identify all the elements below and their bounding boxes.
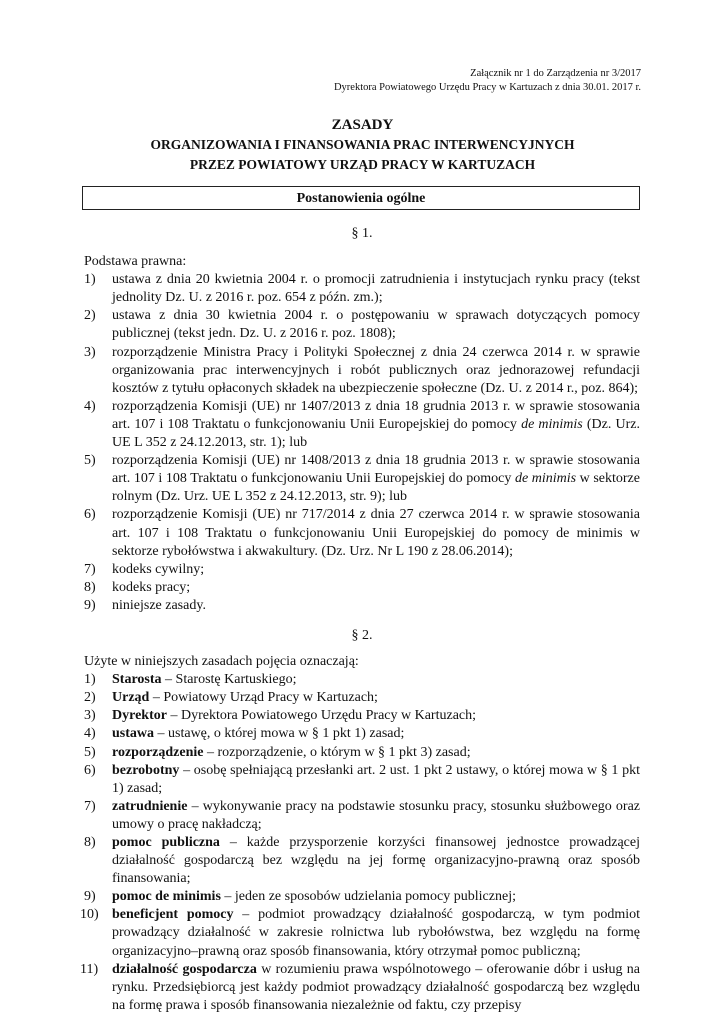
list-item: 8) pomoc publiczna – każde przysporzenie korzyści finansowej jednostce prowadzącej działalność gospodarczą bez względu na jej formę organizacyjno-prawną oraz sposób finansowania;: [84, 835, 640, 887]
list-item: 2) ustawa z dnia 30 kwietnia 2004 r. o postępowaniu w sprawach dotyczących pomocy publicznej (tekst jedn. Dz. U. z 2016 r. poz. 1808);: [84, 308, 640, 342]
list-item: 1) Starosta – Starostę Kartuskiego;: [84, 672, 297, 688]
list-item: 4) rozporządzenia Komisji (UE) nr 1407/2013 z dnia 18 grudnia 2013 r. w sprawie stosowania art. 107 i 108 Traktatu o funkcjonowaniu Unii Europejskiej do pomocy de minimis (Dz. Urz. UE L 352 z 24.12.2013, str. 1); lub: [84, 398, 640, 451]
paragraph-1-intro: Podstawa prawna:: [84, 254, 187, 270]
list-item: 8) kodeks pracy;: [84, 579, 191, 595]
title-line-3: PRZEZ POWIATOWY URZĄD PRACY W KARTUZACH: [189, 157, 536, 172]
list-item: 1) ustawa z dnia 20 kwietnia 2004 r. o promocji zatrudnienia i instytucjach rynku pracy (tekst jednolity Dz. U. z 2016 r. poz. 654 z późn. zm.);: [84, 272, 640, 306]
attachment-line-1: Załącznik nr 1 do Zarządzenia nr 3/2017: [470, 68, 641, 79]
definitions-list: [80, 671, 640, 1015]
list-item: 10) beneficjent pomocy – podmiot prowadzący działalność gospodarczą, w tym podmiot prowadzący działalność w zakresie rolnictwa lub rybołówstwa, bez względu na formę organizacyjno–prawną oraz sposób finansowania, który otrzymał pomoc publiczną;: [80, 907, 640, 959]
list-item: 11) działalność gospodarcza w rozumieniu prawa wspólnotowego – oferowanie dóbr i usług na rynku. Przedsiębiorcą jest każdy podmiot prowadzący działalność gospodarczą bez względu na formę prawa i sposób finansowania niezależnie od faktu, czy przepisy: [80, 961, 640, 1013]
list-item: 5) rozporządzenia Komisji (UE) nr 1408/2013 z dnia 18 grudnia 2013 r. w sprawie stosowania art. 107 i 108 Traktatu o funkcjonowaniu Unii Europejskiej do pomocy de minimis w sektorze rolnym (Dz. Urz. UE L 352 z 24.12.2013, str. 9); lub: [84, 453, 640, 505]
list-item: 6) rozporządzenie Komisji (UE) nr 717/2014 z dnia 27 czerwca 2014 r. w sprawie stosowania art. 107 i 108 Traktatu o funkcjonowaniu Unii Europejskiej do pomocy de minimis w sektorze rybołówstwa i akwakultury. (Dz. Urz. Nr L 190 z 28.06.2014);: [84, 507, 640, 559]
list-item: 2) Urząd – Powiatowy Urząd Pracy w Kartuzach;: [84, 690, 378, 706]
list-item: 3) rozporządzenie Ministra Pracy i Polityki Społecznej z dnia 24 czerwca 2014 r. w sprawie organizowania prac interwencyjnych i robót publicznych oraz jednorazowej refundacji kosztów z tytułu opłaconych składek na ubezpieczenie społeczne (Dz. U. z 2014 r., poz. 864);: [84, 344, 640, 396]
title-line-1: ZASADY: [331, 117, 394, 133]
list-item: 6) bezrobotny – osobę spełniającą przesłanki art. 2 ust. 1 pkt 2 ustawy, o której mowa w § 1 pkt 1) zasad;: [84, 762, 640, 796]
title-line-2: ORGANIZOWANIA I FINANSOWANIA PRAC INTERWENCYJNYCH: [150, 137, 575, 152]
list-item: 7) zatrudnienie – wykonywanie pracy na podstawie stosunku pracy, stosunku służbowego oraz umowy o pracę nakładczą;: [84, 798, 640, 832]
list-item: 9) pomoc de minimis – jeden ze sposobów udzielania pomocy publicznej;: [84, 889, 516, 905]
paragraph-2-intro: Użyte w niniejszych zasadach pojęcia oznaczają:: [84, 654, 359, 670]
legal-basis-list: [84, 271, 640, 615]
list-item: 3) Dyrektor – Dyrektora Powiatowego Urzędu Pracy w Kartuzach;: [84, 708, 477, 724]
attachment-note: [334, 67, 641, 95]
list-item: 7) kodeks cywilny;: [84, 561, 205, 577]
list-item: 4) ustawa – ustawę, o której mowa w § 1 pkt 1) zasad;: [84, 726, 405, 742]
section-heading-box: Postanowienia ogólne: [82, 186, 640, 210]
list-item: 5) rozporządzenie – rozporządzenie, o którym w § 1 pkt 3) zasad;: [84, 744, 471, 760]
attachment-line-2: Dyrektora Powiatowego Urzędu Pracy w Kartuzach z dnia 30.01. 2017 r.: [333, 82, 641, 93]
paragraph-2-heading: § 2.: [351, 627, 373, 643]
document-body: [80, 222, 640, 1015]
paragraph-1-heading: § 1.: [351, 226, 373, 241]
document-title: [0, 115, 725, 175]
list-item: 9) niniejsze zasady.: [84, 597, 206, 613]
